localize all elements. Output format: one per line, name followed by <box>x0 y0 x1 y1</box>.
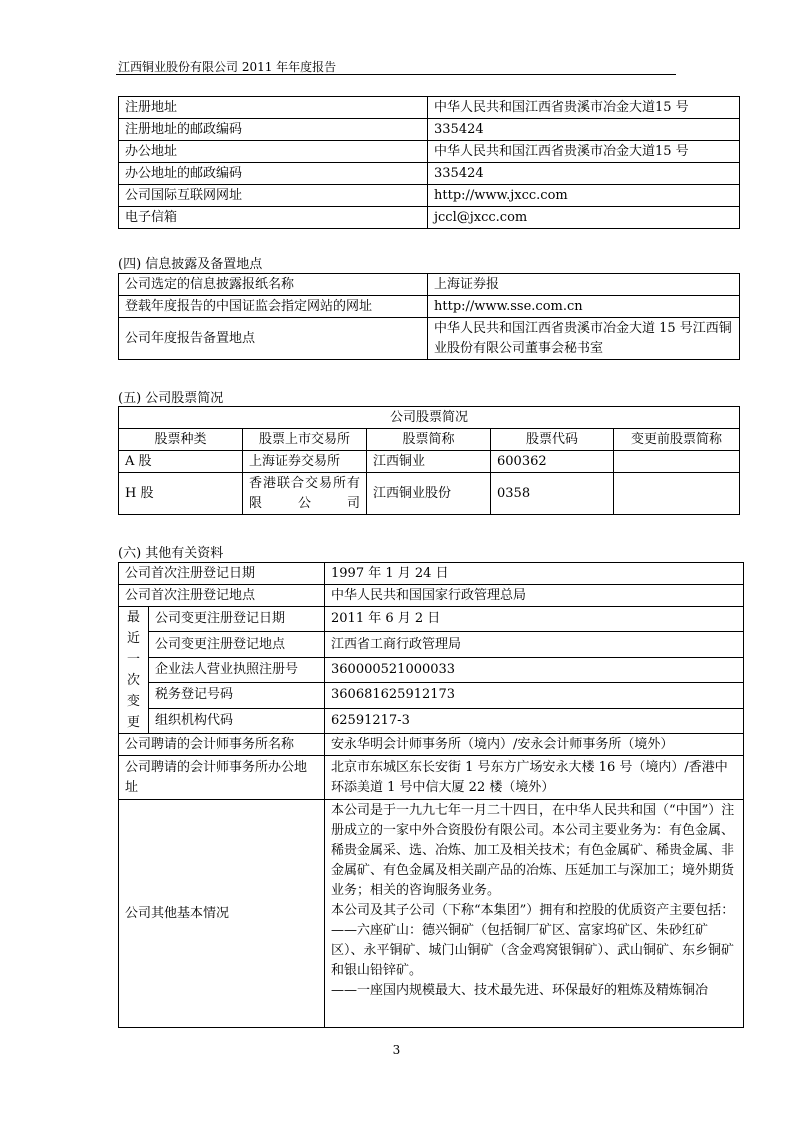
first-reg-place: 中华人民共和国国家行政管理总局 <box>325 585 744 607</box>
stock-cell <box>614 473 740 515</box>
disclosure-table <box>118 273 740 360</box>
auditor-label: 公司聘请的会计师事务所名称 <box>119 734 325 756</box>
address-value: http://www.jxcc.com <box>428 185 740 207</box>
stock-cell: 0358 <box>491 473 614 515</box>
change-label: 公司变更注册登记地点 <box>149 632 325 657</box>
disclosure-label: 公司年度报告备置地点 <box>119 318 428 360</box>
address-table <box>118 96 740 229</box>
address-label: 注册地址的邮政编码 <box>119 119 428 141</box>
section6-heading: (六) 其他有关资料 <box>118 546 224 561</box>
stock-col-header: 变更前股票简称 <box>614 429 740 451</box>
auditor-name: 安永华明会计师事务所（境内）/安永会计师事务所（境外） <box>325 734 744 756</box>
address-value: 中华人民共和国江西省贵溪市冶金大道15 号 <box>428 97 740 119</box>
running-header: 江西铜业股份有限公司 2011 年年度报告 <box>118 60 337 74</box>
disclosure-value: 中华人民共和国江西省贵溪市冶金大道 15 号江西铜业股份有限公司董事会秘书室 <box>428 318 740 360</box>
disclosure-value: 上海证券报 <box>428 274 740 296</box>
disclosure-value: http://www.sse.com.cn <box>428 296 740 318</box>
stock-table <box>118 406 740 515</box>
stock-cell: 江西铜业股份 <box>367 473 491 515</box>
page-number: 3 <box>392 1043 401 1057</box>
stock-col-header: 股票代码 <box>491 429 614 451</box>
disclosure-label: 登载年度报告的中国证监会指定网站的网址 <box>119 296 428 318</box>
auditor-address: 北京市东城区东长安街 1 号东方广场安永大楼 16 号（境内）/香港中环添美道 1 号中信大厦 22 楼（境外） <box>325 756 744 800</box>
basic-info-para: 本公司是于一九九七年一月二十四日，在中华人民共和国（“中国”）注册成立的一家中外合资股份有限公司。本公司主要业务为：有色金属、稀贵金属采、选、冶炼、加工及相关技术；有色金属矿、稀贵金属、非金属矿、有色金属及相关副产品的冶炼、压延加工与深加工；境外期货业务；相关的咨询服务业务。 <box>331 803 735 898</box>
basic-info <box>325 800 744 1028</box>
address-value: 中华人民共和国江西省贵溪市冶金大道15 号 <box>428 141 740 163</box>
basic-info-para: 本公司及其子公司（下称“本集团”）拥有和控股的优质资产主要包括： <box>331 903 735 918</box>
first-reg-date-label: 公司首次注册登记日期 <box>119 563 325 585</box>
disclosure-label: 公司选定的信息披露报纸名称 <box>119 274 428 296</box>
change-label: 企业法人营业执照注册号 <box>149 657 325 682</box>
section4-heading: (四) 信息披露及备置地点 <box>118 257 263 272</box>
recent-change-label: 最 近 一 次 变 更 <box>119 607 149 734</box>
stock-cell: 上海证券交易所 <box>243 451 367 473</box>
auditor-address-label: 公司聘请的会计师事务所办公地址 <box>119 756 325 800</box>
basic-info-para: ——六座矿山：德兴铜矿（包括铜厂矿区、富家坞矿区、朱砂红矿区）、永平铜矿、城门山铜矿（含金鸡窝银铜矿）、武山铜矿、东乡铜矿和银山铅锌矿。 <box>331 923 735 978</box>
change-value: 62591217-3 <box>325 708 744 733</box>
change-label: 公司变更注册登记日期 <box>149 607 325 632</box>
stock-col-header: 股票简称 <box>367 429 491 451</box>
address-value: 335424 <box>428 119 740 141</box>
address-label: 注册地址 <box>119 97 428 119</box>
address-value: 335424 <box>428 163 740 185</box>
stock-cell: 江西铜业 <box>367 451 491 473</box>
stock-cell: H 股 <box>119 473 243 515</box>
change-value: 江西省工商行政管理局 <box>325 632 744 657</box>
header-rule <box>116 74 676 75</box>
change-value: 360681625912173 <box>325 683 744 708</box>
other-info-table <box>118 562 744 1028</box>
change-value: 2011 年 6 月 2 日 <box>325 607 744 632</box>
section5-heading: (五) 公司股票简况 <box>118 391 224 406</box>
stock-cell: A 股 <box>119 451 243 473</box>
basic-info-para: ——一座国内规模最大、技术最先进、环保最好的粗炼及精炼铜冶 <box>331 983 709 998</box>
address-label: 办公地址 <box>119 141 428 163</box>
address-label: 公司国际互联网网址 <box>119 185 428 207</box>
change-label: 组织机构代码 <box>149 708 325 733</box>
stock-table-title: 公司股票简况 <box>119 407 740 429</box>
stock-col-header: 股票种类 <box>119 429 243 451</box>
stock-cell: 600362 <box>491 451 614 473</box>
address-label: 办公地址的邮政编码 <box>119 163 428 185</box>
address-label: 电子信箱 <box>119 207 428 229</box>
stock-cell: 香港联合交易所有限公司 <box>243 473 367 515</box>
stock-cell <box>614 451 740 473</box>
change-value: 360000521000033 <box>325 657 744 682</box>
stock-col-header: 股票上市交易所 <box>243 429 367 451</box>
basic-info-label: 公司其他基本情况 <box>119 800 325 1028</box>
first-reg-place-label: 公司首次注册登记地点 <box>119 585 325 607</box>
address-value: jccl@jxcc.com <box>428 207 740 229</box>
change-label: 税务登记号码 <box>149 683 325 708</box>
first-reg-date: 1997 年 1 月 24 日 <box>325 563 744 585</box>
